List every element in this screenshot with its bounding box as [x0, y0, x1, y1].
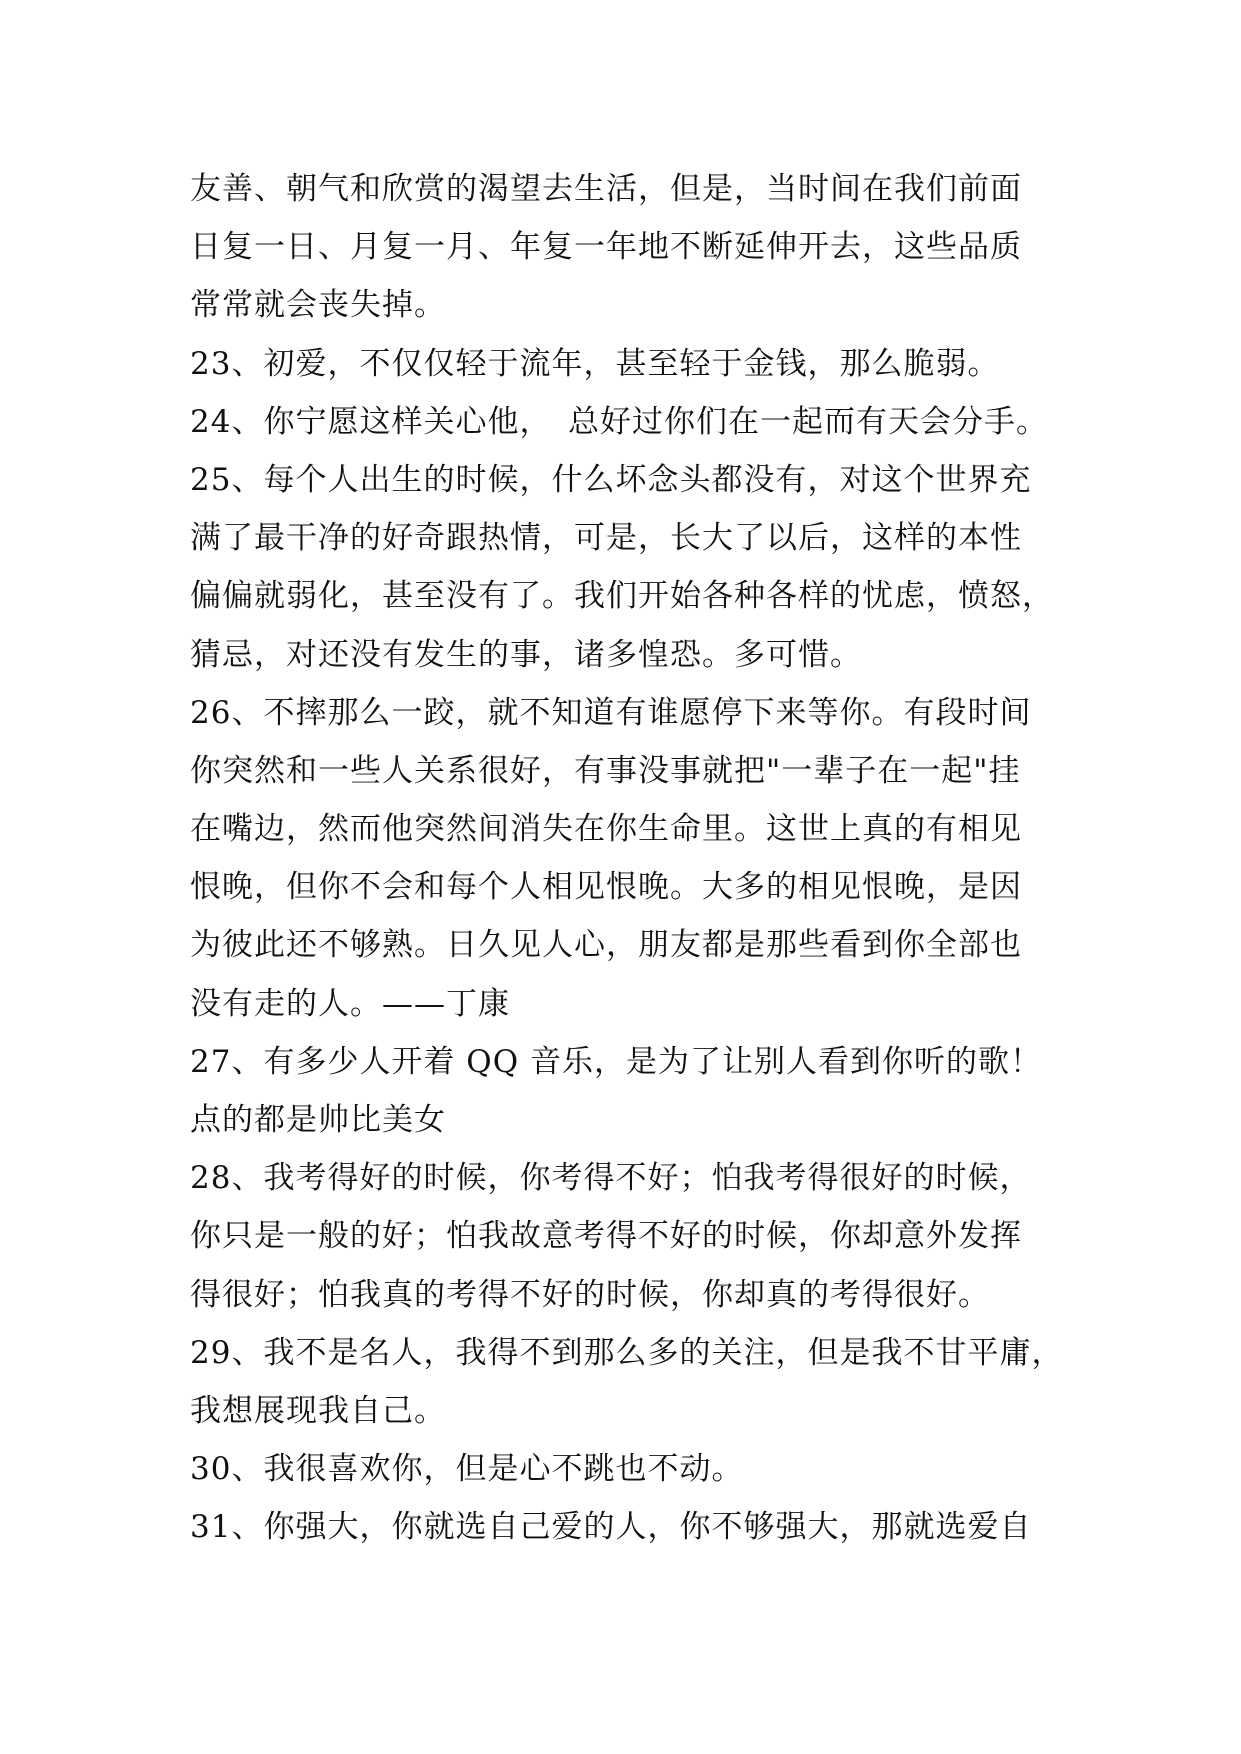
text-line: 常常就会丧失掉。 [190, 287, 446, 324]
text-line: 为彼此还不够熟。日久见人心，朋友都是那些看到你全部也 [190, 927, 1022, 964]
text-line: 友善、朝气和欣赏的渴望去生活，但是，当时间在我们前面 [190, 171, 1022, 207]
text-line: 我想展现我自己。 [190, 1392, 446, 1429]
text-line: 偏偏就弱化，甚至没有了。我们开始各种各样的忧虑，愤怒， [190, 578, 1054, 615]
text-line: 在嘴边，然而他突然间消失在你生命里。这世上真的有相见 [190, 811, 1022, 848]
text-line: 满了最干净的好奇跟热情，可是，长大了以后，这样的本性 [190, 520, 1022, 557]
text-line: 猜忌，对还没有发生的事，诸多惶恐。多可惜。 [190, 636, 862, 673]
text-line: 你只是一般的好；怕我故意考得不好的时候，你却意外发挥 [190, 1218, 1022, 1255]
text-line: 28、我考得好的时候，你考得不好；怕我考得很好的时候， [190, 1160, 1032, 1197]
text-line: 日复一日、月复一月、年复一年地不断延伸开去，这些品质 [190, 229, 1022, 266]
text-line: 恨晚，但你不会和每个人相见恨晚。大多的相见恨晚，是因 [190, 869, 1022, 906]
text-line: 24、你宁愿这样关心他， 总好过你们在一起而有天会分手。 [190, 403, 1048, 440]
text-line: 30、我很喜欢你，但是心不跳也不动。 [190, 1451, 744, 1488]
text-line: 没有走的人。——丁康 [190, 985, 510, 1022]
text-line: 你突然和一些人关系很好，有事没事就把"一辈子在一起"挂 [190, 752, 1021, 789]
text-line: 23、初爱，不仅仅轻于流年，甚至轻于金钱，那么脆弱。 [190, 345, 1000, 382]
text-line: 得很好；怕我真的考得不好的时候，你却真的考得很好。 [190, 1276, 990, 1313]
document-body [190, 160, 1070, 1557]
text-line: 26、不摔那么一跤，就不知道有谁愿停下来等你。有段时间 [190, 694, 1032, 731]
text-line: 31、你强大，你就选自己爱的人，你不够强大，那就选爱自 [190, 1509, 1032, 1546]
text-line: 25、每个人出生的时候，什么坏念头都没有，对这个世界充 [190, 461, 1032, 498]
text-line: 29、我不是名人，我得不到那么多的关注，但是我不甘平庸， [190, 1334, 1064, 1371]
text-line: 点的都是帅比美女 [190, 1102, 446, 1138]
text-line: 27、有多少人开着 QQ 音乐，是为了让别人看到你听的歌！ [190, 1043, 1042, 1080]
